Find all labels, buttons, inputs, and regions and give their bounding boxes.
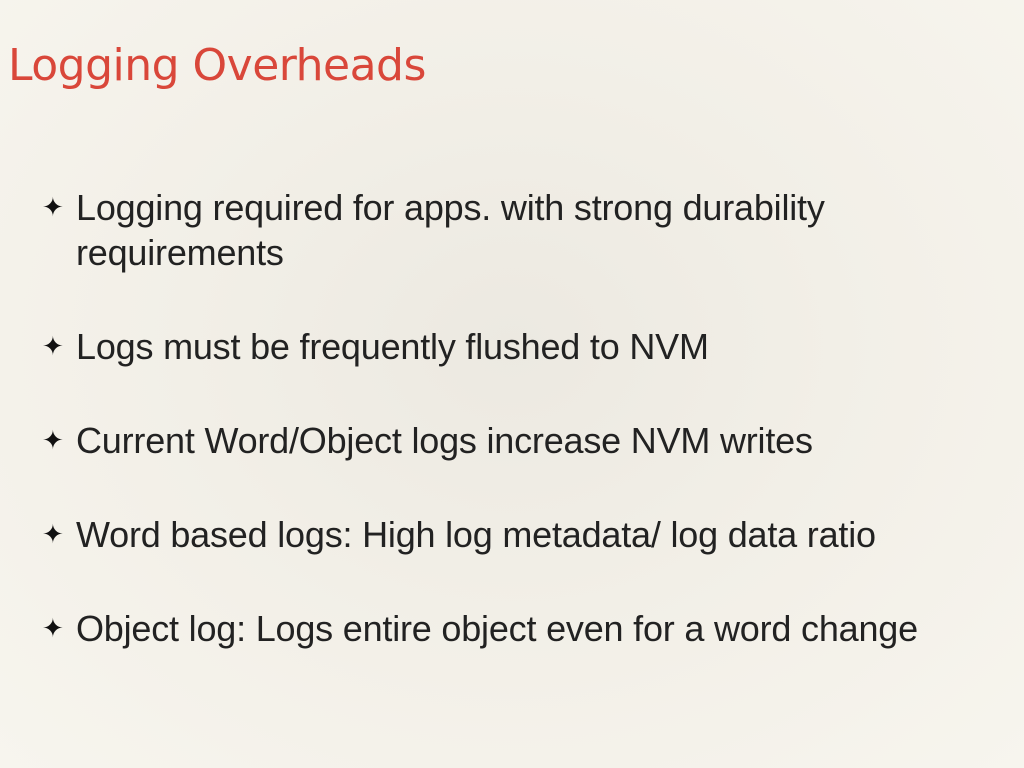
four-point-star-icon: ✦: [42, 425, 64, 455]
bullet-item-2: [42, 324, 1017, 369]
bullet-text-5: Object log: Logs entire object even for a word change: [76, 608, 918, 649]
bullet-text-2: Logs must be frequently flushed to NVM: [76, 326, 709, 367]
bullet-item-5: [42, 606, 1017, 651]
four-point-star-icon: ✦: [42, 331, 64, 361]
four-point-star-icon: ✦: [42, 192, 64, 222]
bullet-text-3: Current Word/Object logs increase NVM writes: [76, 420, 813, 461]
slide-title: Logging Overheads: [8, 40, 426, 91]
bullet-text-1: Logging required for apps. with strong durability requirements: [76, 187, 825, 273]
bullet-item-1: [42, 185, 1017, 275]
bullet-text-4: Word based logs: High log metadata/ log data ratio: [76, 514, 876, 555]
bullet-item-3: [42, 418, 1017, 463]
four-point-star-icon: ✦: [42, 519, 64, 549]
bullet-list: [42, 185, 1017, 700]
bullet-item-4: [42, 512, 1017, 557]
four-point-star-icon: ✦: [42, 613, 64, 643]
